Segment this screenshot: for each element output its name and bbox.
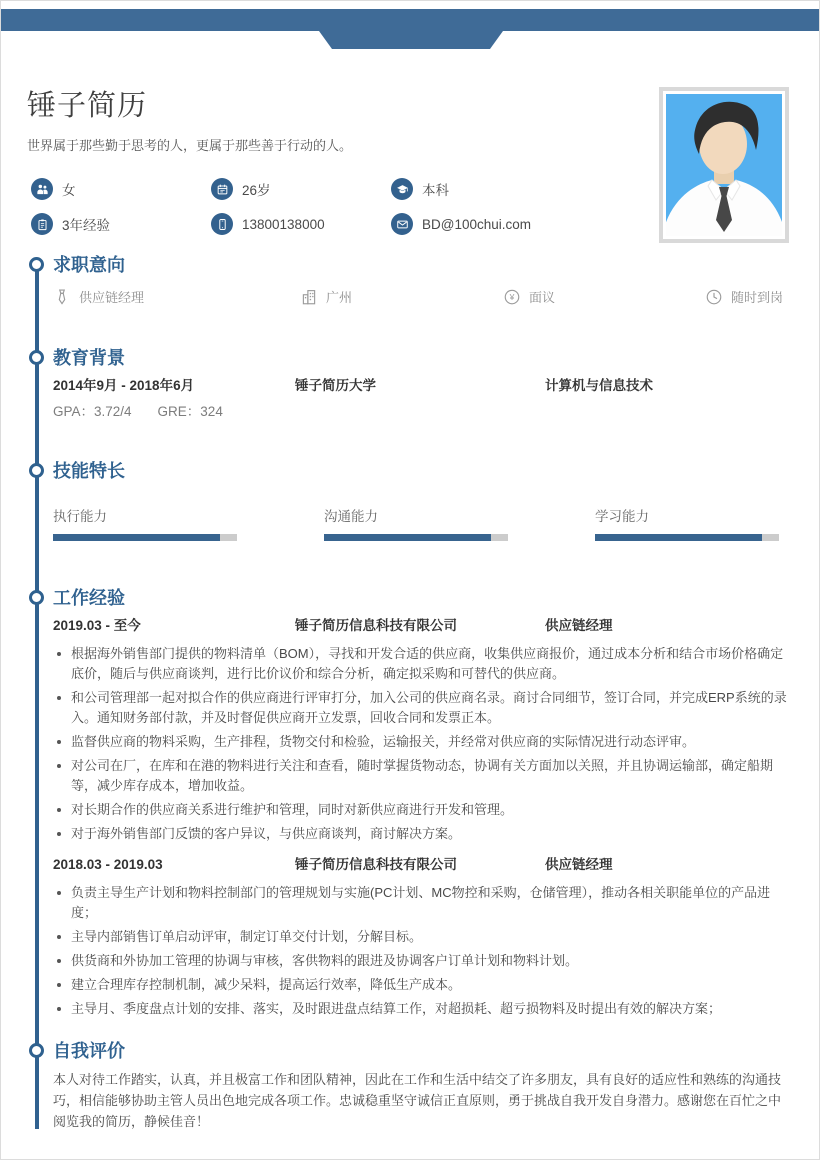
profile-gender [31,178,211,200]
resume-header [27,83,637,235]
intent-city [300,287,503,306]
profile-email [391,213,631,235]
timeline-node-icon [29,463,44,478]
skill-label: 执行能力 [53,509,107,524]
job-entry-2 [53,856,791,1019]
intent-position [53,287,300,306]
avatar [659,87,789,243]
degree-icon [391,178,413,200]
profile-phone [211,213,391,235]
job-bullet-list [53,883,791,1019]
self-evaluation-text: 本人对待工作踏实，认真，并且极富工作和团队精神，因此在工作和生活中结交了许多朋友，具有良好的适应性和熟练的沟通技巧，相信能够协助主管人员出色地完成各项工作。忠诚稳重坚守诚信正直原则，勇于挑战自我开发自身潜力。感谢您在百忙之中阅览我的简历，静候佳音！ [53,1072,782,1129]
gre-value: GRE：324 [157,404,223,419]
job-bullet: 供货商和外协加工管理的协调与审核，客供物料的跟进及协调客户订单计划和物料计划。 [53,951,791,971]
profile-age-label: 26岁 [242,183,271,198]
job-role: 供应链经理 [545,857,613,872]
intent-availability [705,287,791,306]
job-header [53,617,791,634]
profile-degree-label: 本科 [422,183,449,198]
intent-position-label: 供应链经理 [79,290,145,305]
job-period: 2019.03 - 至今 [53,618,141,633]
motto-text: 世界属于那些勤于思考的人，更属于那些善于行动的人。 [27,138,353,153]
job-company: 锤子简历信息科技有限公司 [295,857,457,872]
intent-availability-label: 随时到岗 [731,290,784,305]
job-bullet: 主导月、季度盘点计划的安排、落实，及时跟进盘点结算工作，对超损耗、超亏损物料及时提出有效的解决方案； [53,999,791,1019]
page-title: 锤子简历 [27,90,148,122]
job-bullet: 主导内部销售订单启动评审，制定订单交付计划，分解目标。 [53,927,791,947]
skill-label: 学习能力 [595,509,649,524]
job-header [53,856,791,873]
job-bullet: 和公司管理部一起对拟合作的供应商进行评审打分，加入公司的供应商名录。商讨合同细节，签订合同，并完成ERP系统的录入。通知财务部付款，并及时督促供应商开立发票，回收合同和发票正本。 [53,688,791,728]
section-education [1,346,819,420]
job-bullet: 监督供应商的物料采购，生产排程，货物交付和检验，运输报关，并经常对供应商的实际情况进行动态评审。 [53,732,791,752]
timeline-node-icon [29,257,44,272]
clock-icon [705,288,723,306]
education-major: 计算机与信息技术 [545,378,653,393]
skill-bar-track [324,534,508,541]
job-bullet: 负责主导生产计划和物料控制部门的管理规划与实施(PC计划、MC物控和采购，仓储管理），推动各相关职能单位的产品进度； [53,883,791,923]
experience-icon [31,213,53,235]
section-title-skills: 技能特长 [53,459,791,483]
gender-icon [31,178,53,200]
profile-email-label: BD@100chui.com [422,216,532,232]
section-title-job-intention: 求职意向 [53,253,791,277]
section-job-intention [1,253,819,306]
profile-experience-label: 3年经验 [62,218,111,233]
gpa-value: GPA：3.72/4 [53,404,132,419]
skill-item-communication [324,508,595,541]
intent-city-label: 广州 [326,290,353,305]
education-period: 2014年9月 - 2018年6月 [53,378,195,393]
skill-bar-fill [324,534,491,541]
section-work-experience [1,586,819,1023]
salary-icon [503,288,521,306]
job-bullet: 对于海外销售部门反馈的客户异议，与供应商谈判，商讨解决方案。 [53,824,791,844]
header-ribbon-decoration [319,31,503,49]
section-title-work: 工作经验 [53,586,791,610]
building-icon [300,288,318,306]
profile-info-grid [31,178,637,235]
profile-experience [31,213,211,235]
job-bullet: 根据海外销售部门提供的物料清单（BOM），寻找和开发合适的供应商，收集供应商报价，通过成本分析和结合市场价格确定底价，随后与供应商谈判，进行比价议价和综合分析，确定拟采购和可替代的供应商。 [53,644,791,684]
section-title-education: 教育背景 [53,346,791,370]
skill-label: 沟通能力 [324,509,378,524]
phone-icon [211,213,233,235]
header-bar-decoration [1,9,819,31]
profile-age [211,178,391,200]
job-period: 2018.03 - 2019.03 [53,857,163,872]
skill-bar-fill [595,534,762,541]
skill-item-learning [595,508,791,541]
job-bullet: 对长期合作的供应商关系进行维护和管理，同时对新供应商进行开发和管理。 [53,800,791,820]
avatar-photo-background [666,94,782,236]
profile-gender-label: 女 [62,183,76,198]
education-scores [53,403,791,420]
svg-text:¥: ¥ [509,291,515,302]
section-self-evaluation [1,1039,819,1132]
skill-bar-track [595,534,779,541]
timeline-node-icon [29,1043,44,1058]
job-intention-row [53,287,791,306]
avatar-illustration [666,94,782,236]
skills-row [53,508,791,541]
age-icon [211,178,233,200]
tie-icon [53,288,71,306]
section-title-self-evaluation: 自我评价 [53,1039,791,1063]
profile-degree [391,178,631,200]
intent-salary-label: 面议 [529,290,556,305]
job-entry-1 [53,617,791,844]
job-bullet: 对公司在厂，在库和在港的物料进行关注和查看，随时掌握货物动态，协调有关方面加以关照，并且协调运输部，确定船期等，减少库存成本，增加收益。 [53,756,791,796]
job-role: 供应链经理 [545,618,613,633]
profile-phone-label: 13800138000 [242,216,325,232]
skill-bar-track [53,534,237,541]
education-row [53,377,791,394]
section-skills [1,459,819,541]
timeline-node-icon [29,350,44,365]
email-icon [391,213,413,235]
skill-bar-fill [53,534,220,541]
job-bullet-list [53,644,791,844]
job-company: 锤子简历信息科技有限公司 [295,618,457,633]
job-bullet: 建立合理库存控制机制，减少呆料，提高运行效率，降低生产成本。 [53,975,791,995]
education-school: 锤子简历大学 [295,378,376,393]
skill-item-execution [53,508,324,541]
timeline-node-icon [29,590,44,605]
intent-salary [503,287,705,306]
